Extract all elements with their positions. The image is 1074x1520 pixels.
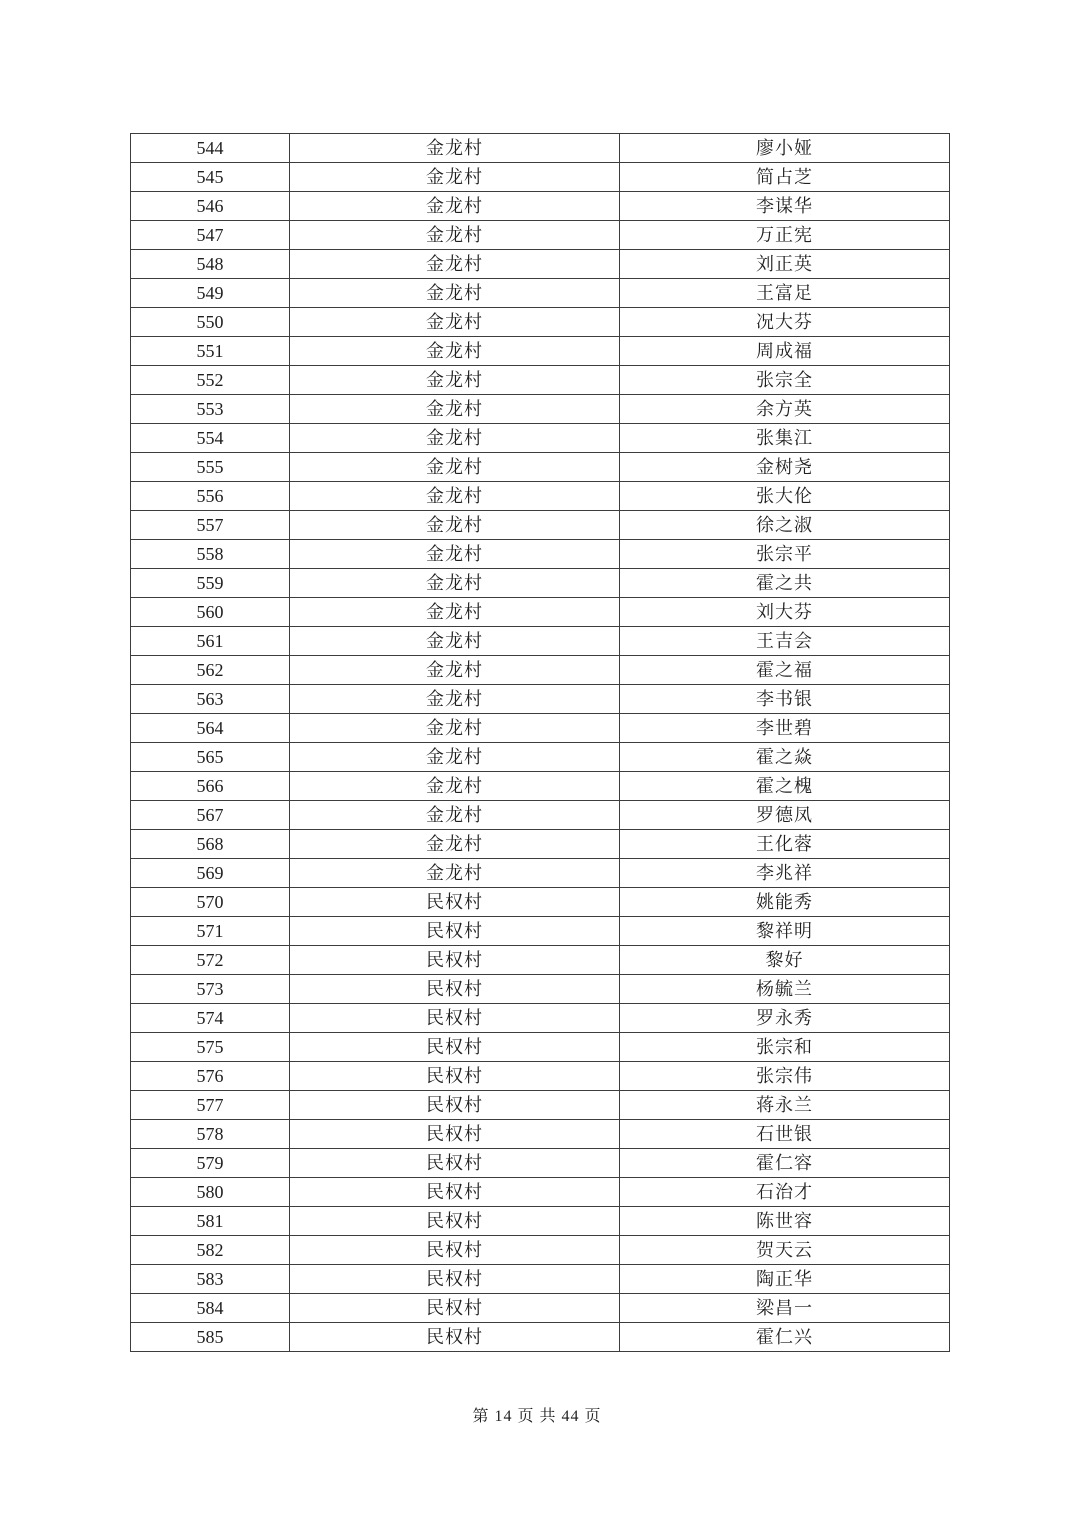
cell-name: 石治才 (620, 1178, 950, 1207)
cell-village: 金龙村 (290, 656, 620, 685)
cell-village: 金龙村 (290, 134, 620, 163)
cell-number: 545 (131, 163, 290, 192)
table-row (131, 250, 950, 279)
cell-number: 561 (131, 627, 290, 656)
table-row (131, 424, 950, 453)
cell-village: 金龙村 (290, 453, 620, 482)
cell-name: 霍仁兴 (620, 1323, 950, 1352)
cell-name: 霍之焱 (620, 743, 950, 772)
table-row (131, 1004, 950, 1033)
cell-number: 567 (131, 801, 290, 830)
cell-number: 579 (131, 1149, 290, 1178)
table-row (131, 830, 950, 859)
cell-number: 550 (131, 308, 290, 337)
cell-number: 556 (131, 482, 290, 511)
table-row (131, 1323, 950, 1352)
cell-number: 584 (131, 1294, 290, 1323)
table-row (131, 801, 950, 830)
cell-name: 刘大芬 (620, 598, 950, 627)
cell-number: 546 (131, 192, 290, 221)
cell-village: 金龙村 (290, 482, 620, 511)
table-row (131, 1062, 950, 1091)
table-row (131, 598, 950, 627)
cell-village: 民权村 (290, 917, 620, 946)
cell-village: 金龙村 (290, 366, 620, 395)
cell-number: 562 (131, 656, 290, 685)
cell-number: 553 (131, 395, 290, 424)
cell-number: 572 (131, 946, 290, 975)
cell-name: 霍仁容 (620, 1149, 950, 1178)
table-row (131, 975, 950, 1004)
cell-number: 559 (131, 569, 290, 598)
cell-name: 王富足 (620, 279, 950, 308)
cell-name: 王化蓉 (620, 830, 950, 859)
cell-village: 民权村 (290, 1294, 620, 1323)
cell-name: 李书银 (620, 685, 950, 714)
cell-number: 569 (131, 859, 290, 888)
cell-name: 贺天云 (620, 1236, 950, 1265)
cell-village: 民权村 (290, 888, 620, 917)
table-row (131, 192, 950, 221)
table-row (131, 1091, 950, 1120)
cell-village: 民权村 (290, 1091, 620, 1120)
cell-number: 563 (131, 685, 290, 714)
table-row (131, 917, 950, 946)
cell-name: 陶正华 (620, 1265, 950, 1294)
cell-name: 王吉会 (620, 627, 950, 656)
cell-name: 况大芬 (620, 308, 950, 337)
cell-village: 金龙村 (290, 772, 620, 801)
table-row (131, 1149, 950, 1178)
table-row (131, 1265, 950, 1294)
cell-name: 李兆祥 (620, 859, 950, 888)
cell-village: 民权村 (290, 1323, 620, 1352)
table-row (131, 540, 950, 569)
cell-name: 黎祥明 (620, 917, 950, 946)
cell-village: 民权村 (290, 1004, 620, 1033)
cell-number: 544 (131, 134, 290, 163)
table-row (131, 685, 950, 714)
cell-village: 金龙村 (290, 511, 620, 540)
cell-name: 李谋华 (620, 192, 950, 221)
cell-name: 罗德凤 (620, 801, 950, 830)
table-row (131, 1178, 950, 1207)
cell-village: 民权村 (290, 1236, 620, 1265)
cell-name: 周成福 (620, 337, 950, 366)
table-row (131, 366, 950, 395)
cell-name: 霍之共 (620, 569, 950, 598)
cell-number: 548 (131, 250, 290, 279)
cell-village: 金龙村 (290, 569, 620, 598)
roster-table (130, 133, 950, 1352)
table-row (131, 511, 950, 540)
cell-village: 民权村 (290, 1120, 620, 1149)
cell-village: 民权村 (290, 1033, 620, 1062)
cell-village: 民权村 (290, 1265, 620, 1294)
cell-number: 555 (131, 453, 290, 482)
cell-village: 民权村 (290, 1207, 620, 1236)
cell-name: 石世银 (620, 1120, 950, 1149)
cell-village: 金龙村 (290, 627, 620, 656)
cell-village: 金龙村 (290, 192, 620, 221)
cell-number: 577 (131, 1091, 290, 1120)
cell-number: 582 (131, 1236, 290, 1265)
table-row (131, 482, 950, 511)
cell-village: 金龙村 (290, 221, 620, 250)
cell-village: 金龙村 (290, 714, 620, 743)
cell-name: 陈世容 (620, 1207, 950, 1236)
cell-village: 金龙村 (290, 424, 620, 453)
cell-number: 571 (131, 917, 290, 946)
cell-number: 570 (131, 888, 290, 917)
cell-village: 金龙村 (290, 279, 620, 308)
cell-village: 金龙村 (290, 598, 620, 627)
table-row (131, 337, 950, 366)
cell-name: 罗永秀 (620, 1004, 950, 1033)
cell-name: 霍之槐 (620, 772, 950, 801)
table-row (131, 1033, 950, 1062)
table-row (131, 221, 950, 250)
table-row (131, 772, 950, 801)
table-row (131, 1294, 950, 1323)
table-row (131, 627, 950, 656)
cell-number: 551 (131, 337, 290, 366)
cell-number: 583 (131, 1265, 290, 1294)
table-row (131, 308, 950, 337)
table-row (131, 569, 950, 598)
cell-number: 576 (131, 1062, 290, 1091)
table-row (131, 1207, 950, 1236)
cell-village: 金龙村 (290, 830, 620, 859)
cell-name: 张宗平 (620, 540, 950, 569)
cell-name: 刘正英 (620, 250, 950, 279)
cell-village: 金龙村 (290, 540, 620, 569)
cell-village: 金龙村 (290, 801, 620, 830)
cell-name: 姚能秀 (620, 888, 950, 917)
table-row (131, 1236, 950, 1265)
cell-village: 金龙村 (290, 308, 620, 337)
cell-number: 578 (131, 1120, 290, 1149)
cell-name: 简占芝 (620, 163, 950, 192)
cell-name: 霍之福 (620, 656, 950, 685)
cell-name: 廖小娅 (620, 134, 950, 163)
cell-number: 547 (131, 221, 290, 250)
cell-name: 李世碧 (620, 714, 950, 743)
cell-village: 金龙村 (290, 337, 620, 366)
cell-number: 557 (131, 511, 290, 540)
cell-name: 梁昌一 (620, 1294, 950, 1323)
cell-village: 金龙村 (290, 743, 620, 772)
cell-village: 民权村 (290, 975, 620, 1004)
cell-name: 杨毓兰 (620, 975, 950, 1004)
cell-name: 张集江 (620, 424, 950, 453)
cell-number: 585 (131, 1323, 290, 1352)
table-row (131, 134, 950, 163)
cell-number: 565 (131, 743, 290, 772)
cell-number: 566 (131, 772, 290, 801)
cell-village: 金龙村 (290, 163, 620, 192)
table-row (131, 656, 950, 685)
cell-village: 金龙村 (290, 859, 620, 888)
cell-village: 民权村 (290, 1178, 620, 1207)
cell-name: 黎好 (620, 946, 950, 975)
cell-number: 573 (131, 975, 290, 1004)
table-row (131, 743, 950, 772)
cell-village: 金龙村 (290, 395, 620, 424)
cell-name: 万正宪 (620, 221, 950, 250)
cell-village: 民权村 (290, 1062, 620, 1091)
cell-name: 张宗伟 (620, 1062, 950, 1091)
cell-number: 568 (131, 830, 290, 859)
cell-name: 张宗和 (620, 1033, 950, 1062)
cell-name: 张大伦 (620, 482, 950, 511)
cell-number: 580 (131, 1178, 290, 1207)
cell-name: 徐之淑 (620, 511, 950, 540)
cell-village: 金龙村 (290, 250, 620, 279)
cell-village: 金龙村 (290, 685, 620, 714)
page-footer: 第 14 页 共 44 页 (472, 1408, 602, 1425)
cell-name: 张宗全 (620, 366, 950, 395)
table-row (131, 163, 950, 192)
table-row (131, 395, 950, 424)
cell-name: 金树尧 (620, 453, 950, 482)
table-row (131, 888, 950, 917)
table-row (131, 714, 950, 743)
cell-village: 民权村 (290, 946, 620, 975)
cell-name: 余方英 (620, 395, 950, 424)
cell-number: 574 (131, 1004, 290, 1033)
cell-number: 558 (131, 540, 290, 569)
cell-village: 民权村 (290, 1149, 620, 1178)
cell-number: 549 (131, 279, 290, 308)
cell-number: 560 (131, 598, 290, 627)
cell-number: 581 (131, 1207, 290, 1236)
roster-table-body (131, 134, 950, 1352)
table-row (131, 859, 950, 888)
table-row (131, 279, 950, 308)
cell-name: 蒋永兰 (620, 1091, 950, 1120)
cell-number: 575 (131, 1033, 290, 1062)
cell-number: 564 (131, 714, 290, 743)
table-row (131, 946, 950, 975)
cell-number: 554 (131, 424, 290, 453)
table-row (131, 1120, 950, 1149)
table-row (131, 453, 950, 482)
cell-number: 552 (131, 366, 290, 395)
